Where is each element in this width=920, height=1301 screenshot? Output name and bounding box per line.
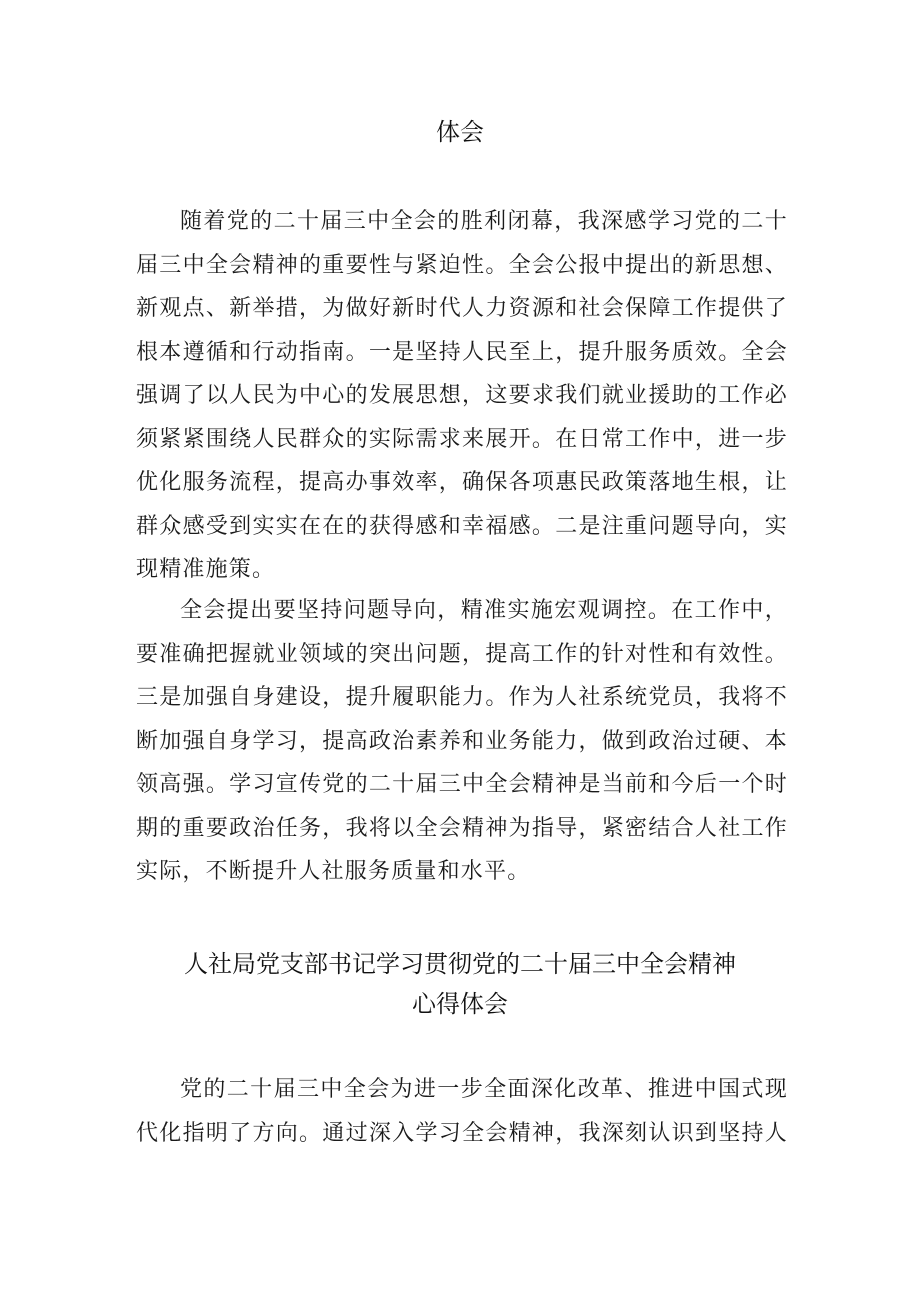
article-title-line: 心得体会 bbox=[412, 990, 508, 1018]
body-paragraph bbox=[136, 1068, 788, 1155]
text-line: 现精准施策。 bbox=[136, 557, 276, 582]
text-line: 期的重要政治任务，我将以全会精神为指导，紧密结合人社工作 bbox=[136, 815, 788, 841]
body-paragraph bbox=[136, 200, 788, 592]
text-line: 根本遵循和行动指南。一是坚持人民至上，提升服务质效。全会 bbox=[136, 339, 788, 365]
text-line: 断加强自身学习，提高政治素养和业务能力，做到政治过硬、本 bbox=[136, 728, 788, 754]
text-line: 新观点、新举措，为做好新时代人力资源和社会保障工作提供了 bbox=[136, 296, 788, 321]
text-line: 届三中全会精神的重要性与紧迫性。全会公报中提出的新思想、 bbox=[136, 252, 788, 278]
text-line: 优化服务流程，提高办事效率，确保各项惠民政策落地生根，让 bbox=[136, 470, 788, 495]
text-line: 要准确把握就业领域的突出问题，提高工作的针对性和有效性。 bbox=[136, 641, 788, 667]
text-line: 强调了以人民为中心的发展思想，这要求我们就业援助的工作必 bbox=[136, 383, 788, 408]
text-line: 三是加强自身建设，提升履职能力。作为人社系统党员，我将不 bbox=[136, 685, 788, 710]
body-paragraph bbox=[136, 589, 788, 894]
article-title bbox=[0, 944, 920, 1024]
section-title bbox=[0, 112, 920, 152]
text-line: 代化指明了方向。通过深入学习全会精神，我深刻认识到坚持人 bbox=[136, 1120, 788, 1146]
section-title-text: 体会 bbox=[436, 118, 484, 146]
text-line: 须紧紧围绕人民群众的实际需求来展开。在日常工作中，进一步 bbox=[136, 426, 788, 452]
text-line: 实际，不断提升人社服务质量和水平。 bbox=[136, 859, 531, 884]
text-line: 党的二十届三中全会为进一步全面深化改革、推进中国式现 bbox=[180, 1077, 788, 1102]
text-line: 群众感受到实实在在的获得感和幸福感。二是注重问题导向，实 bbox=[136, 513, 788, 539]
text-line: 领高强。学习宣传党的二十届三中全会精神是当前和今后一个时 bbox=[136, 772, 788, 797]
text-line: 随着党的二十届三中全会的胜利闭幕，我深感学习党的二十 bbox=[180, 209, 788, 234]
text-line: 全会提出要坚持问题导向，精准实施宏观调控。在工作中， bbox=[180, 598, 788, 623]
article-title-line: 人社局党支部书记学习贯彻党的二十届三中全会精神 bbox=[184, 950, 736, 978]
